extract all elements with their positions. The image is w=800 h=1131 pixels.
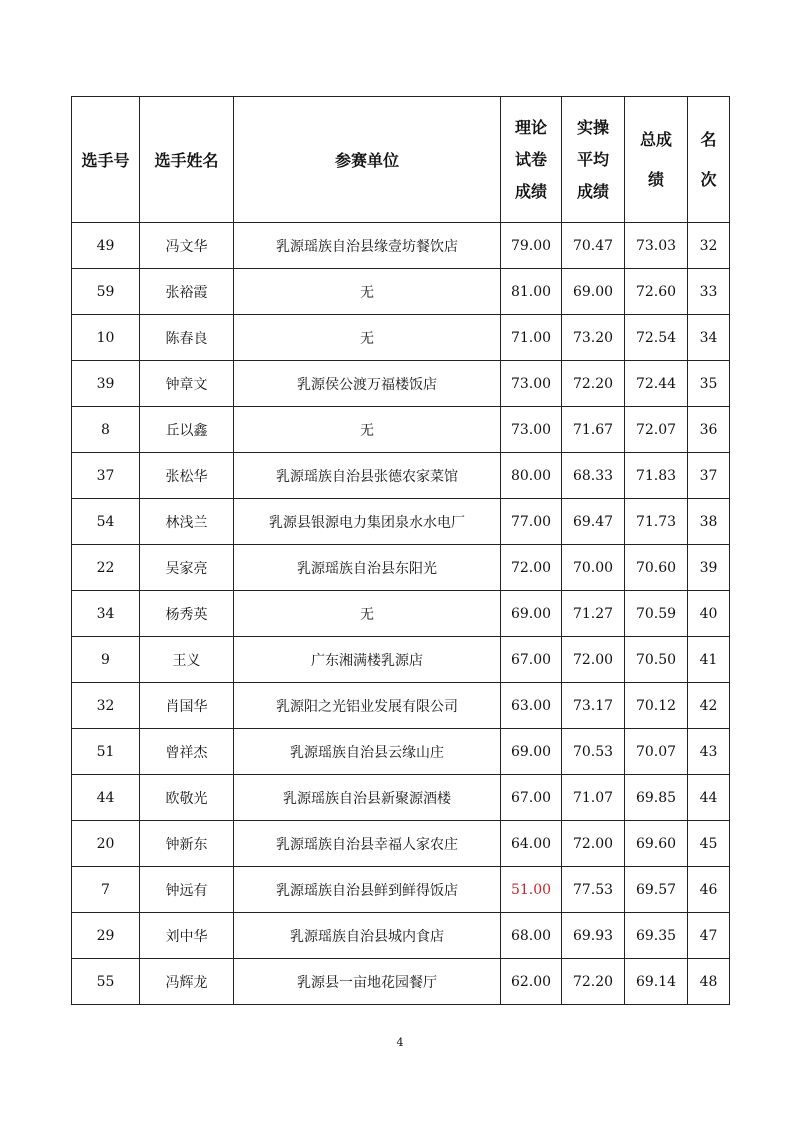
cell-theory: 64.00	[501, 821, 562, 867]
table-row	[72, 821, 730, 867]
cell-theory: 71.00	[501, 315, 562, 361]
cell-number: 10	[72, 315, 140, 361]
cell-total: 69.14	[625, 959, 688, 1005]
cell-name: 王义	[140, 637, 234, 683]
cell-number: 37	[72, 453, 140, 499]
cell-name: 林浅兰	[140, 499, 234, 545]
cell-unit: 乳源瑶族自治县幸福人家农庄	[234, 821, 501, 867]
header-theory-line: 试卷	[514, 149, 547, 169]
cell-number: 44	[72, 775, 140, 821]
cell-unit: 乳源瑶族自治县缘壹坊餐饮店	[234, 223, 501, 269]
cell-total: 71.73	[625, 499, 688, 545]
cell-number: 29	[72, 913, 140, 959]
cell-unit: 乳源侯公渡万福楼饭店	[234, 361, 501, 407]
cell-rank: 44	[688, 775, 730, 821]
cell-number: 32	[72, 683, 140, 729]
cell-theory: 51.00	[501, 867, 562, 913]
cell-total: 70.07	[625, 729, 688, 775]
cell-practical: 69.47	[562, 499, 625, 545]
cell-name: 张裕霞	[140, 269, 234, 315]
table-row	[72, 453, 730, 499]
cell-rank: 40	[688, 591, 730, 637]
header-unit: 参赛单位	[234, 97, 501, 223]
cell-practical: 71.67	[562, 407, 625, 453]
table-row	[72, 407, 730, 453]
table-row	[72, 729, 730, 775]
cell-practical: 70.47	[562, 223, 625, 269]
cell-rank: 47	[688, 913, 730, 959]
cell-unit: 乳源瑶族自治县鲜到鲜得饭店	[234, 867, 501, 913]
header-rank-line: 名	[700, 129, 717, 149]
cell-rank: 41	[688, 637, 730, 683]
cell-unit: 乳源瑶族自治县张德农家菜馆	[234, 453, 501, 499]
table-row	[72, 545, 730, 591]
cell-number: 34	[72, 591, 140, 637]
table-row	[72, 269, 730, 315]
table-row	[72, 867, 730, 913]
cell-number: 22	[72, 545, 140, 591]
cell-rank: 34	[688, 315, 730, 361]
cell-total: 70.12	[625, 683, 688, 729]
cell-practical: 77.53	[562, 867, 625, 913]
cell-number: 59	[72, 269, 140, 315]
cell-total: 70.50	[625, 637, 688, 683]
results-table	[71, 96, 730, 1005]
cell-unit: 无	[234, 591, 501, 637]
table-row	[72, 499, 730, 545]
cell-theory: 77.00	[501, 499, 562, 545]
table-row	[72, 223, 730, 269]
cell-unit: 乳源瑶族自治县东阳光	[234, 545, 501, 591]
cell-rank: 46	[688, 867, 730, 913]
header-rank	[688, 97, 730, 223]
cell-number: 51	[72, 729, 140, 775]
table-row	[72, 637, 730, 683]
cell-total: 69.85	[625, 775, 688, 821]
cell-practical: 71.27	[562, 591, 625, 637]
cell-total: 72.44	[625, 361, 688, 407]
cell-number: 20	[72, 821, 140, 867]
cell-number: 39	[72, 361, 140, 407]
cell-theory: 67.00	[501, 775, 562, 821]
cell-unit: 乳源阳之光铝业发展有限公司	[234, 683, 501, 729]
cell-rank: 45	[688, 821, 730, 867]
cell-number: 7	[72, 867, 140, 913]
cell-unit: 广东湘满楼乳源店	[234, 637, 501, 683]
cell-total: 72.54	[625, 315, 688, 361]
cell-practical: 71.07	[562, 775, 625, 821]
table-row	[72, 361, 730, 407]
table-row	[72, 591, 730, 637]
cell-name: 钟远有	[140, 867, 234, 913]
cell-rank: 32	[688, 223, 730, 269]
cell-unit: 乳源县一亩地花园餐厅	[234, 959, 501, 1005]
table-row	[72, 959, 730, 1005]
cell-unit: 乳源县银源电力集团泉水水电厂	[234, 499, 501, 545]
cell-theory: 67.00	[501, 637, 562, 683]
cell-rank: 37	[688, 453, 730, 499]
cell-theory: 69.00	[501, 591, 562, 637]
cell-practical: 72.20	[562, 959, 625, 1005]
cell-unit: 无	[234, 269, 501, 315]
cell-practical: 72.00	[562, 637, 625, 683]
cell-theory: 68.00	[501, 913, 562, 959]
cell-practical: 70.00	[562, 545, 625, 591]
cell-total: 69.60	[625, 821, 688, 867]
cell-rank: 42	[688, 683, 730, 729]
header-practical-line: 实操	[576, 117, 609, 137]
cell-total: 69.57	[625, 867, 688, 913]
cell-theory: 72.00	[501, 545, 562, 591]
cell-name: 张松华	[140, 453, 234, 499]
cell-total: 69.35	[625, 913, 688, 959]
cell-theory: 73.00	[501, 407, 562, 453]
cell-practical: 73.17	[562, 683, 625, 729]
cell-theory: 81.00	[501, 269, 562, 315]
cell-name: 肖国华	[140, 683, 234, 729]
header-practical	[562, 97, 625, 223]
table-row	[72, 683, 730, 729]
header-number: 选手号	[72, 97, 140, 223]
header-practical-line: 成绩	[576, 181, 609, 201]
cell-name: 丘以鑫	[140, 407, 234, 453]
cell-name: 钟新东	[140, 821, 234, 867]
cell-theory: 73.00	[501, 361, 562, 407]
cell-name: 曾祥杰	[140, 729, 234, 775]
cell-name: 冯辉龙	[140, 959, 234, 1005]
page-number: 4	[396, 1036, 404, 1049]
cell-number: 54	[72, 499, 140, 545]
cell-number: 55	[72, 959, 140, 1005]
cell-number: 49	[72, 223, 140, 269]
table-body	[72, 223, 730, 1005]
header-total-line: 总成	[639, 129, 672, 149]
cell-practical: 69.93	[562, 913, 625, 959]
cell-name: 杨秀英	[140, 591, 234, 637]
cell-total: 73.03	[625, 223, 688, 269]
cell-name: 冯文华	[140, 223, 234, 269]
cell-practical: 70.53	[562, 729, 625, 775]
cell-total: 71.83	[625, 453, 688, 499]
cell-unit: 乳源瑶族自治县新聚源酒楼	[234, 775, 501, 821]
cell-theory: 80.00	[501, 453, 562, 499]
cell-name: 陈春良	[140, 315, 234, 361]
cell-rank: 36	[688, 407, 730, 453]
cell-number: 9	[72, 637, 140, 683]
cell-total: 72.60	[625, 269, 688, 315]
table-row	[72, 775, 730, 821]
cell-practical: 73.20	[562, 315, 625, 361]
table-row	[72, 913, 730, 959]
cell-theory: 69.00	[501, 729, 562, 775]
header-theory-line: 成绩	[514, 181, 547, 201]
cell-unit: 乳源瑶族自治县云缘山庄	[234, 729, 501, 775]
cell-name: 欧敬光	[140, 775, 234, 821]
cell-number: 8	[72, 407, 140, 453]
cell-rank: 43	[688, 729, 730, 775]
cell-rank: 33	[688, 269, 730, 315]
cell-total: 70.60	[625, 545, 688, 591]
header-total	[625, 97, 688, 223]
cell-theory: 63.00	[501, 683, 562, 729]
cell-rank: 38	[688, 499, 730, 545]
cell-rank: 39	[688, 545, 730, 591]
cell-practical: 72.20	[562, 361, 625, 407]
header-theory	[501, 97, 562, 223]
cell-unit: 无	[234, 315, 501, 361]
cell-name: 钟章文	[140, 361, 234, 407]
table-header-row	[72, 97, 730, 223]
cell-rank: 35	[688, 361, 730, 407]
header-rank-line: 次	[700, 169, 717, 189]
cell-theory: 79.00	[501, 223, 562, 269]
cell-theory: 62.00	[501, 959, 562, 1005]
cell-practical: 69.00	[562, 269, 625, 315]
cell-total: 70.59	[625, 591, 688, 637]
cell-name: 吴家亮	[140, 545, 234, 591]
header-theory-line: 理论	[514, 117, 547, 137]
cell-rank: 48	[688, 959, 730, 1005]
cell-practical: 72.00	[562, 821, 625, 867]
header-practical-line: 平均	[576, 149, 609, 169]
header-total-line: 绩	[647, 169, 664, 189]
header-name: 选手姓名	[140, 97, 234, 223]
cell-practical: 68.33	[562, 453, 625, 499]
cell-unit: 乳源瑶族自治县城内食店	[234, 913, 501, 959]
cell-unit: 无	[234, 407, 501, 453]
table-row	[72, 315, 730, 361]
cell-name: 刘中华	[140, 913, 234, 959]
cell-total: 72.07	[625, 407, 688, 453]
